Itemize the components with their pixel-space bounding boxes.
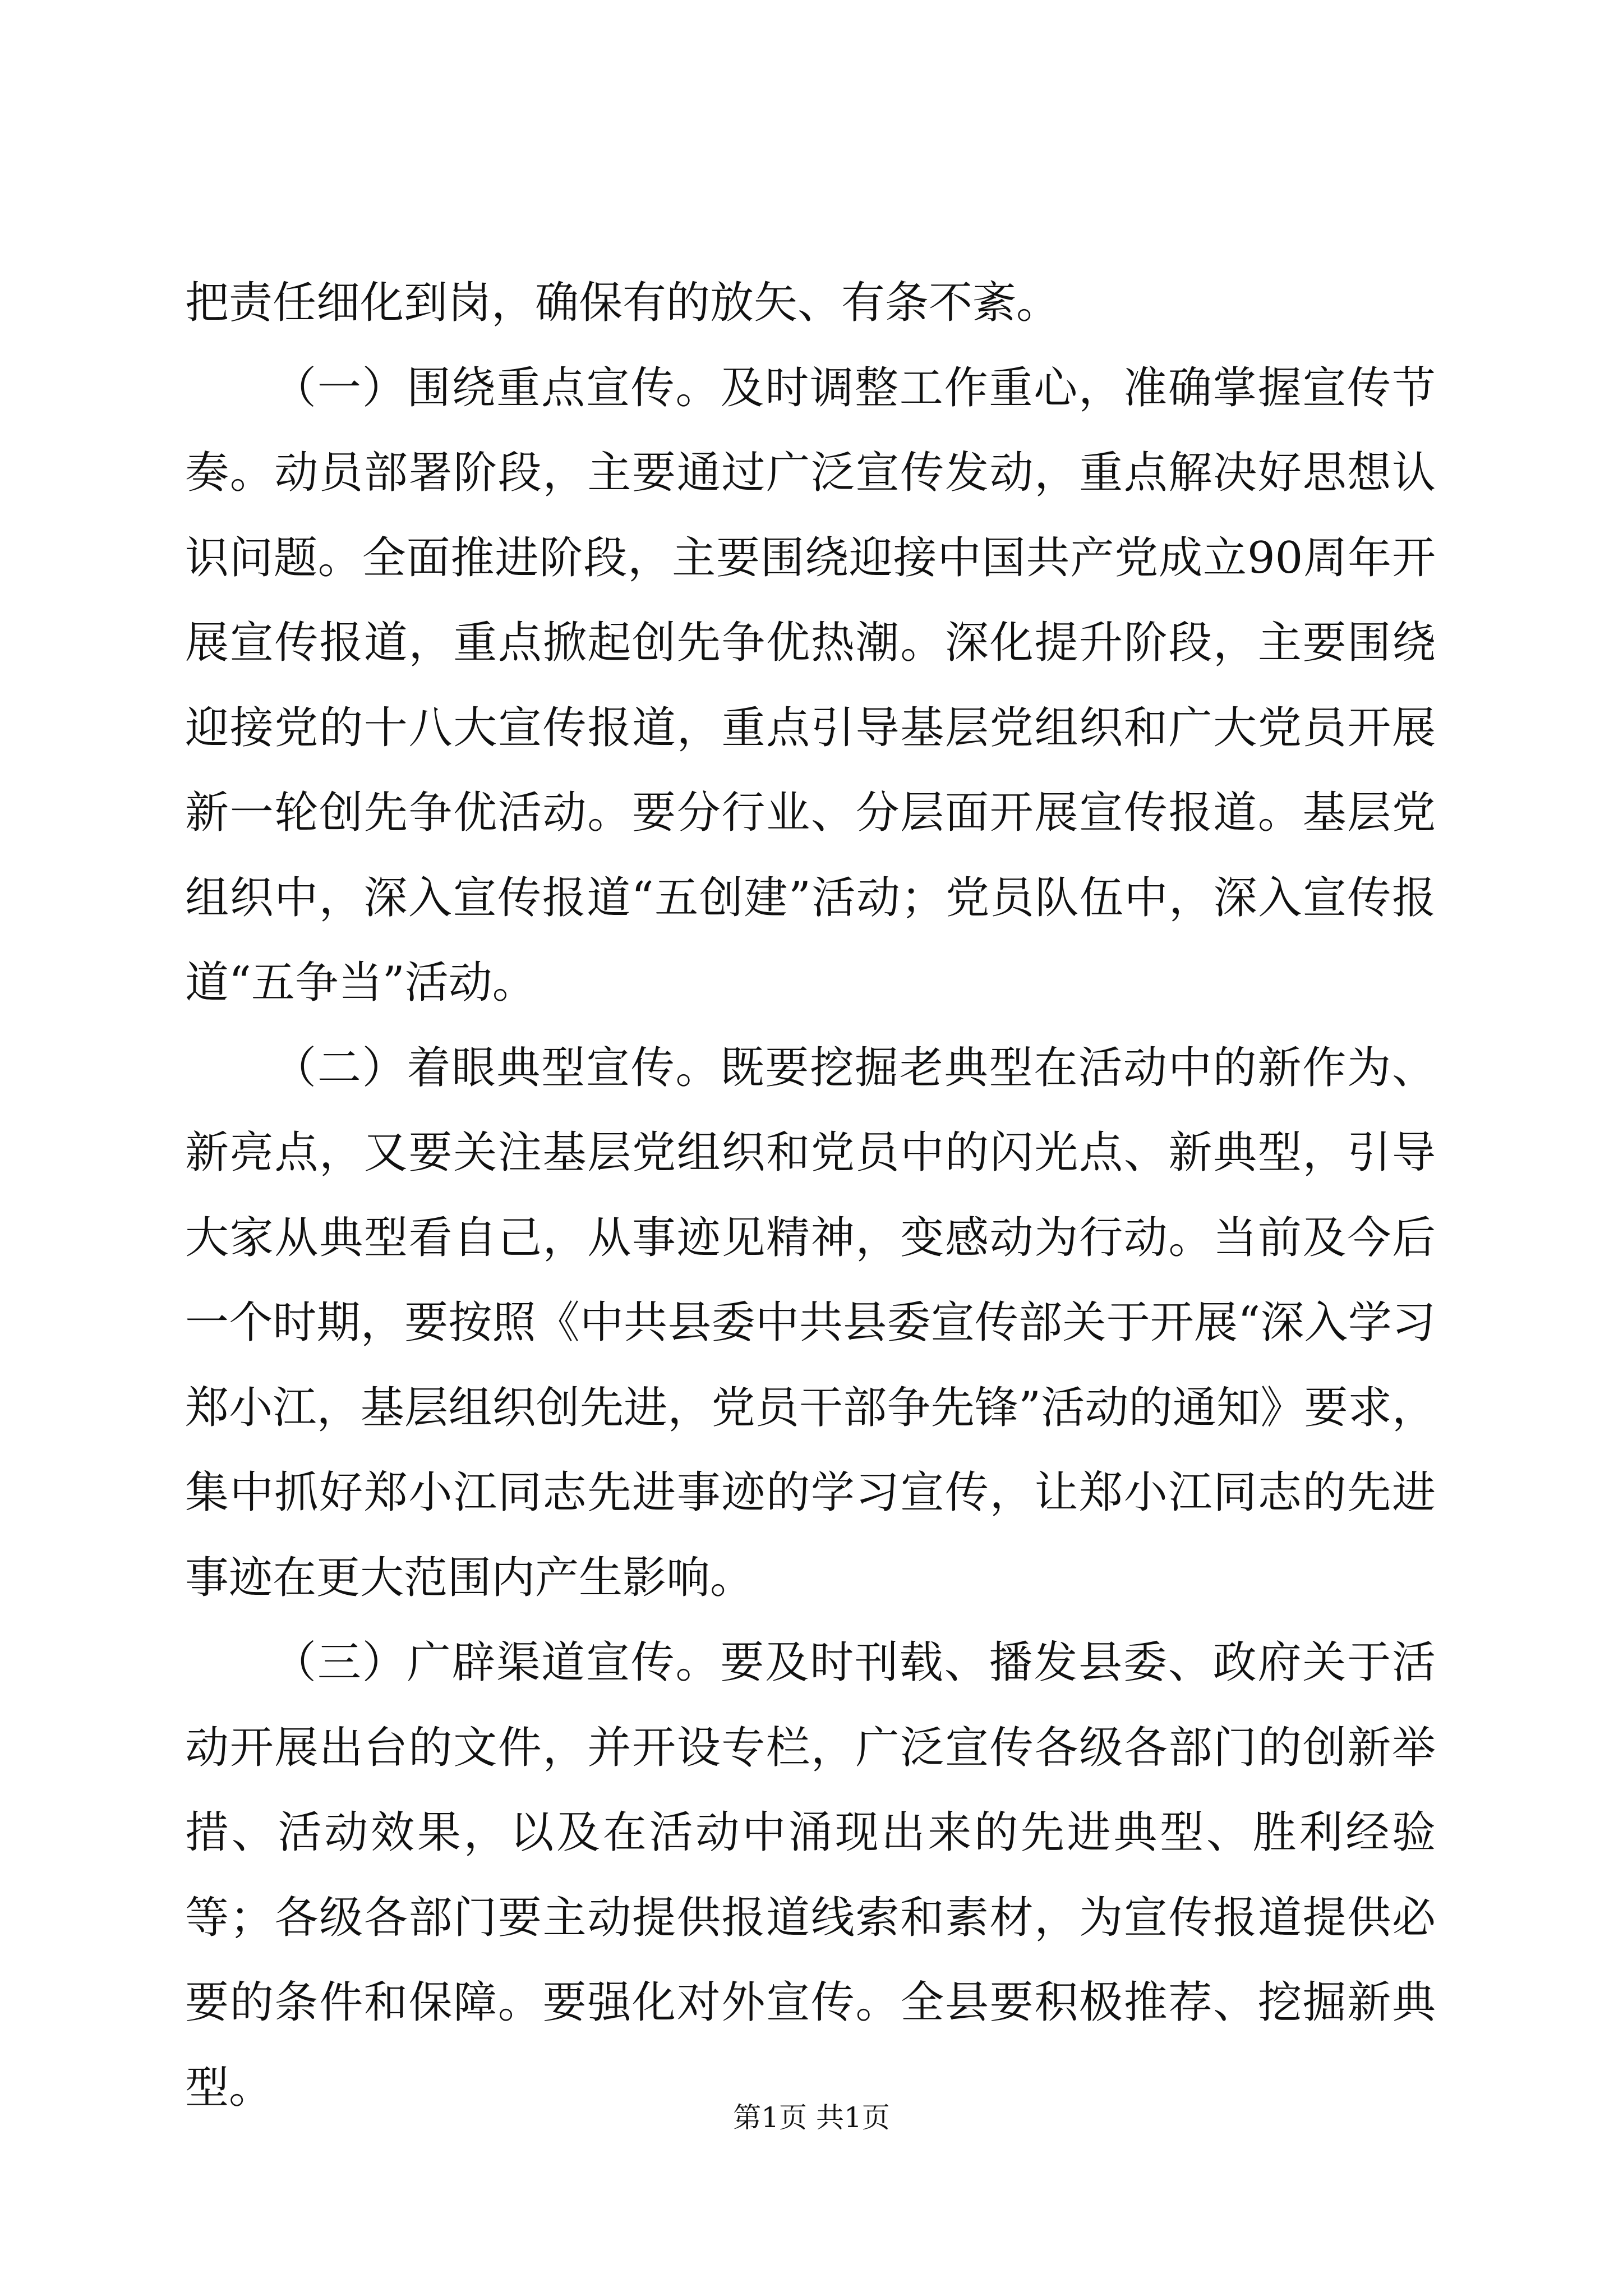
document-body (185, 261, 1436, 2131)
paragraph-model-publicity: （二）着眼典型宣传。既要挖掘老典型在活动中的新作为、新亮点，又要关注基层党组织和党员中的闪光点、新典型，引导大家从典型看自己，从事迹见精神，变感动为行动。当前及今后一个时期，要按照《中共县委中共县委宣传部关于开展“深入学习郑小江，基层组织创先进，党员干部争先锋”活动的通知》要求，集中抓好郑小江同志先进事迹的学习宣传，让郑小江同志的先进事迹在更大范围内产生影响。 (185, 1042, 1436, 1603)
paragraph-channel-publicity: （三）广辟渠道宣传。要及时刊载、播发县委、政府关于活动开展出台的文件，并开设专栏，广泛宣传各级各部门的创新举措、活动效果，以及在活动中涌现出来的先进典型、胜利经验等；各级各部门要主动提供报道线索和素材，为宣传报道提供必要的条件和保障。要强化对外宣传。全县要积极推荐、挖掘新典型。 (185, 1637, 1436, 2113)
paragraph-continuation: 把责任细化到岗，确保有的放矢、有条不紊。 (185, 278, 1061, 328)
page-footer: 第1页 共1页 (733, 2101, 890, 2134)
paragraph-focus-publicity: （一）围绕重点宣传。及时调整工作重心，准确掌握宣传节奏。动员部署阶段，主要通过广泛宣传发动，重点解决好思想认识问题。全面推进阶段，主要围绕迎接中国共产党成立90周年开展宣传报道，重点掀起创先争优热潮。深化提升阶段，主要围绕迎接党的十八大宣传报道，重点引导基层党组织和广大党员开展新一轮创先争优活动。要分行业、分层面开展宣传报道。基层党组织中，深入宣传报道“五创建”活动；党员队伍中，深入宣传报道“五争当”活动。 (185, 362, 1436, 1008)
